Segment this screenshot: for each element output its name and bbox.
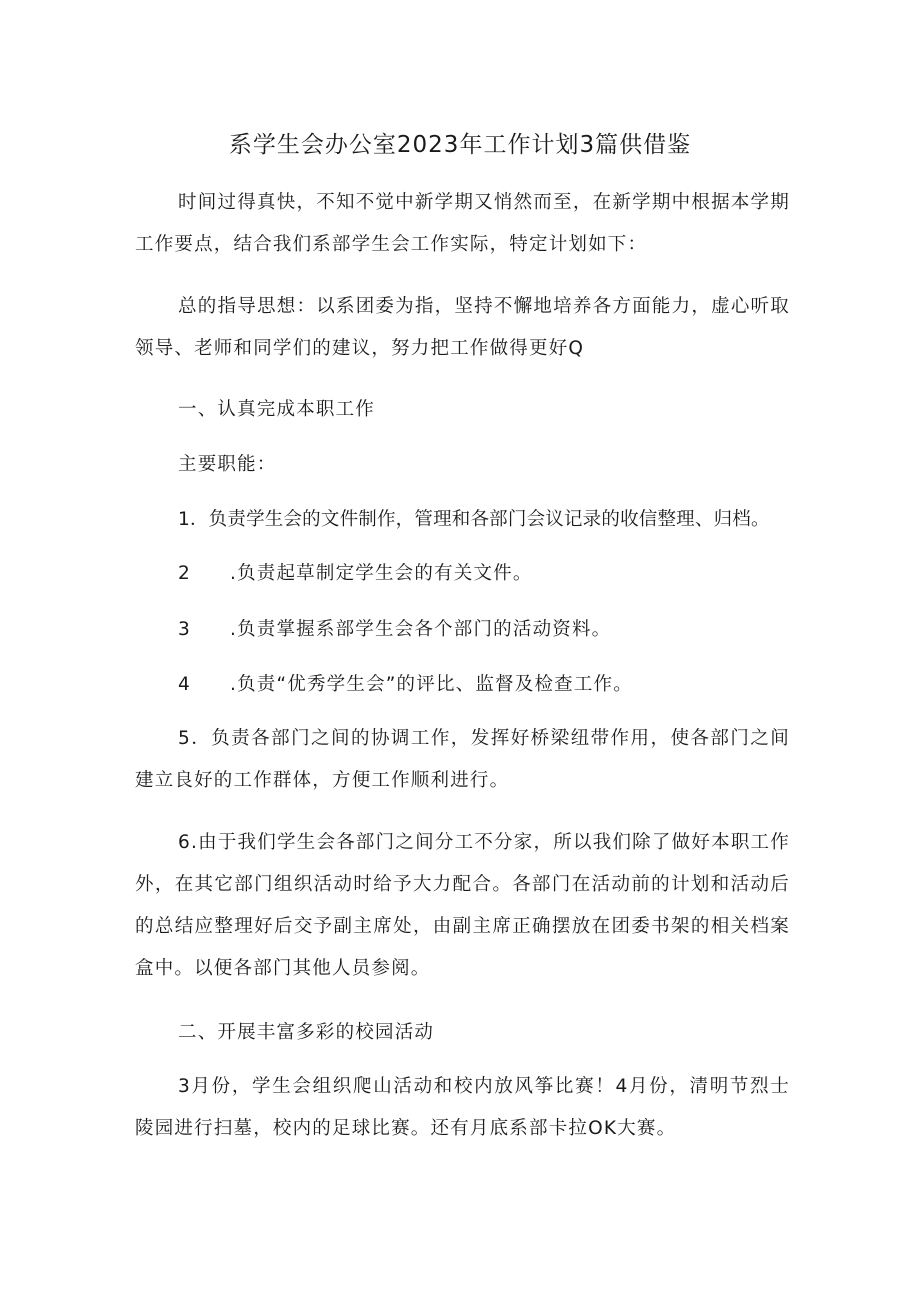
list-item-3 [178, 609, 611, 651]
list-item-5: 5．负责各部门之间的协调工作，发挥好桥梁纽带作用，使各部门之间建立良好的工作群体，方便工作顺利进行。 [135, 728, 790, 791]
section-heading-2: 二、开展丰富多彩的校园活动 [178, 1022, 435, 1043]
guiding-principle-paragraph: 总的指导思想：以系团委为指，坚持不懈地培养各方面能力，虚心听取领导、老师和同学们的建议，努力把工作做得更好Q [135, 296, 790, 359]
list-item-text: .负责“优秀学生会”的评比、监督及检查工作。 [230, 674, 633, 695]
document-title: 系学生会办公室2023年工作计划3篇供借鉴 [228, 132, 692, 158]
list-item-number: 4 [178, 674, 191, 695]
activities-paragraph: 3月份，学生会组织爬山活动和校内放风筝比赛！4月份，清明节烈士陵园进行扫墓，校内的足球比赛。还有月底系部卡拉OK大赛。 [135, 1076, 790, 1139]
section-heading-1: 一、认真完成本职工作 [178, 399, 376, 420]
list-item-number: 3 [178, 619, 191, 640]
intro-paragraph: 时间过得真快，不知不觉中新学期又悄然而至，在新学期中根据本学期工作要点，结合我们系部学生会工作实际，特定计划如下： [135, 192, 790, 255]
list-item-2 [178, 553, 533, 595]
list-item-text: .负责起草制定学生会的有关文件。 [230, 563, 533, 584]
list-item-1: 1．负责学生会的文件制作，管理和各部门会议记录的收信整理、归档。 [178, 509, 770, 530]
list-item-number: 2 [178, 563, 191, 584]
list-item-6: 6.由于我们学生会各部门之间分工不分家，所以我们除了做好本职工作外，在其它部门组织活动时给予大力配合。各部门在活动前的计划和活动后的总结应整理好后交予副主席处，由副主席正确摆放在团委书架的相关档案盒中。以便各部门其他人员参阅。 [135, 832, 790, 979]
list-item-4 [178, 664, 633, 706]
main-functions-label: 主要职能： [178, 454, 277, 475]
list-item-text: .负责掌握系部学生会各个部门的活动资料。 [230, 619, 612, 640]
